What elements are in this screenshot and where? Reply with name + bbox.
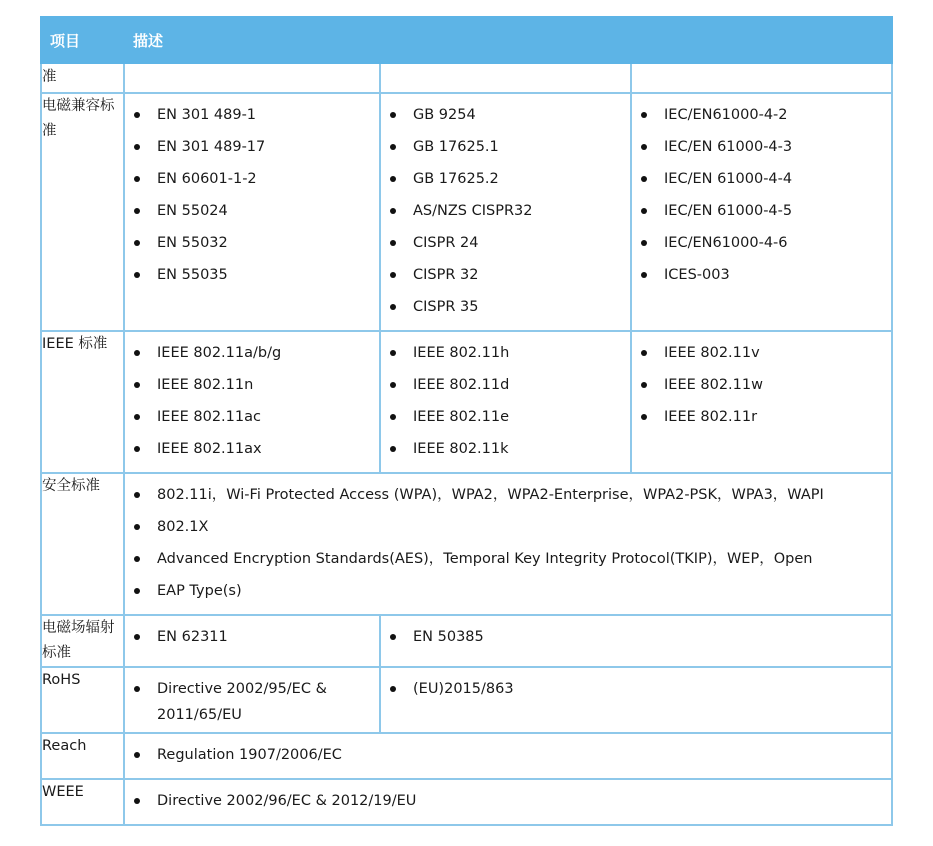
list-item: CISPR 35: [387, 294, 622, 326]
list-item: Regulation 1907/2006/EC: [131, 742, 883, 774]
bullet-list: [381, 332, 630, 472]
list-item: EN 50385: [387, 624, 883, 656]
list-item: EAP Type(s): [131, 578, 883, 610]
cell: [380, 331, 631, 473]
table-row: [41, 63, 892, 93]
list-item: Directive 2002/96/EC & 2012/19/EU: [131, 788, 883, 820]
row-label: RoHS: [41, 667, 124, 733]
cell: [124, 63, 380, 93]
cell: [124, 615, 380, 667]
bullet-list: [125, 94, 379, 298]
list-item: IEEE 802.11ax: [131, 436, 371, 468]
list-item: 802.1X: [131, 514, 883, 546]
list-item: IEC/EN61000-4-2: [638, 102, 883, 134]
list-item: IEEE 802.11d: [387, 372, 622, 404]
row-label: WEEE: [41, 779, 124, 825]
list-item: EN 62311: [131, 624, 371, 656]
list-item: IEEE 802.11r: [638, 404, 883, 436]
cell: [380, 667, 892, 733]
table-row: [41, 667, 892, 733]
bullet-list: [125, 616, 379, 660]
list-item: Directive 2002/95/EC & 2011/65/EU: [131, 676, 371, 728]
cell: [380, 615, 892, 667]
table-row: [41, 615, 892, 667]
row-label: 准: [41, 63, 124, 93]
cell: [124, 473, 892, 615]
bullet-list: [125, 332, 379, 472]
bullet-list: [125, 734, 891, 778]
list-item: IEC/EN 61000-4-5: [638, 198, 883, 230]
list-item: IEC/EN 61000-4-4: [638, 166, 883, 198]
list-item: IEEE 802.11k: [387, 436, 622, 468]
list-item: Advanced Encryption Standards(AES)，Temporal Key Integrity Protocol(TKIP)，WEP，Open: [131, 546, 883, 578]
row-label: 安全标准: [41, 473, 124, 615]
cell: [124, 733, 892, 779]
list-item: CISPR 24: [387, 230, 622, 262]
list-item: EN 60601-1-2: [131, 166, 371, 198]
header-item: 项目: [41, 17, 124, 63]
row-label: IEEE 标准: [41, 331, 124, 473]
cell: [124, 331, 380, 473]
cell: [380, 63, 631, 93]
list-item: IEEE 802.11e: [387, 404, 622, 436]
list-item: GB 9254: [387, 102, 622, 134]
table-row: [41, 93, 892, 331]
list-item: AS/NZS CISPR32: [387, 198, 622, 230]
header-description: 描述: [124, 17, 892, 63]
cell: [124, 93, 380, 331]
bullet-list: [125, 668, 379, 732]
spec-table: [40, 16, 893, 826]
cell: [631, 93, 892, 331]
bullet-list: [125, 474, 891, 614]
row-label: 电磁场辐射标准: [41, 615, 124, 667]
cell: [124, 779, 892, 825]
row-label: Reach: [41, 733, 124, 779]
bullet-list: [381, 668, 891, 712]
table-row: [41, 733, 892, 779]
list-item: IEC/EN 61000-4-3: [638, 134, 883, 166]
list-item: IEEE 802.11ac: [131, 404, 371, 436]
list-item: IEEE 802.11w: [638, 372, 883, 404]
list-item: ICES-003: [638, 262, 883, 294]
cell: [124, 667, 380, 733]
table-row: [41, 473, 892, 615]
table-header-row: [41, 17, 892, 63]
bullet-list: [381, 616, 891, 660]
list-item: EN 55024: [131, 198, 371, 230]
list-item: EN 301 489-17: [131, 134, 371, 166]
cell: [631, 331, 892, 473]
list-item: 802.11i，Wi-Fi Protected Access (WPA)，WPA2，WPA2-Enterprise，WPA2-PSK，WPA3，WAPI: [131, 482, 883, 514]
list-item: IEC/EN61000-4-6: [638, 230, 883, 262]
list-item: (EU)2015/863: [387, 676, 883, 708]
list-item: IEEE 802.11h: [387, 340, 622, 372]
bullet-list: [125, 780, 891, 824]
list-item: IEEE 802.11n: [131, 372, 371, 404]
bullet-list: [632, 94, 891, 298]
list-item: EN 55035: [131, 262, 371, 294]
list-item: IEEE 802.11a/b/g: [131, 340, 371, 372]
table-row: [41, 779, 892, 825]
table-row: [41, 331, 892, 473]
list-item: CISPR 32: [387, 262, 622, 294]
bullet-list: [632, 332, 891, 440]
cell: [631, 63, 892, 93]
list-item: GB 17625.1: [387, 134, 622, 166]
list-item: EN 301 489-1: [131, 102, 371, 134]
list-item: IEEE 802.11v: [638, 340, 883, 372]
list-item: EN 55032: [131, 230, 371, 262]
cell: [380, 93, 631, 331]
bullet-list: [381, 94, 630, 330]
row-label: 电磁兼容标准: [41, 93, 124, 331]
list-item: GB 17625.2: [387, 166, 622, 198]
